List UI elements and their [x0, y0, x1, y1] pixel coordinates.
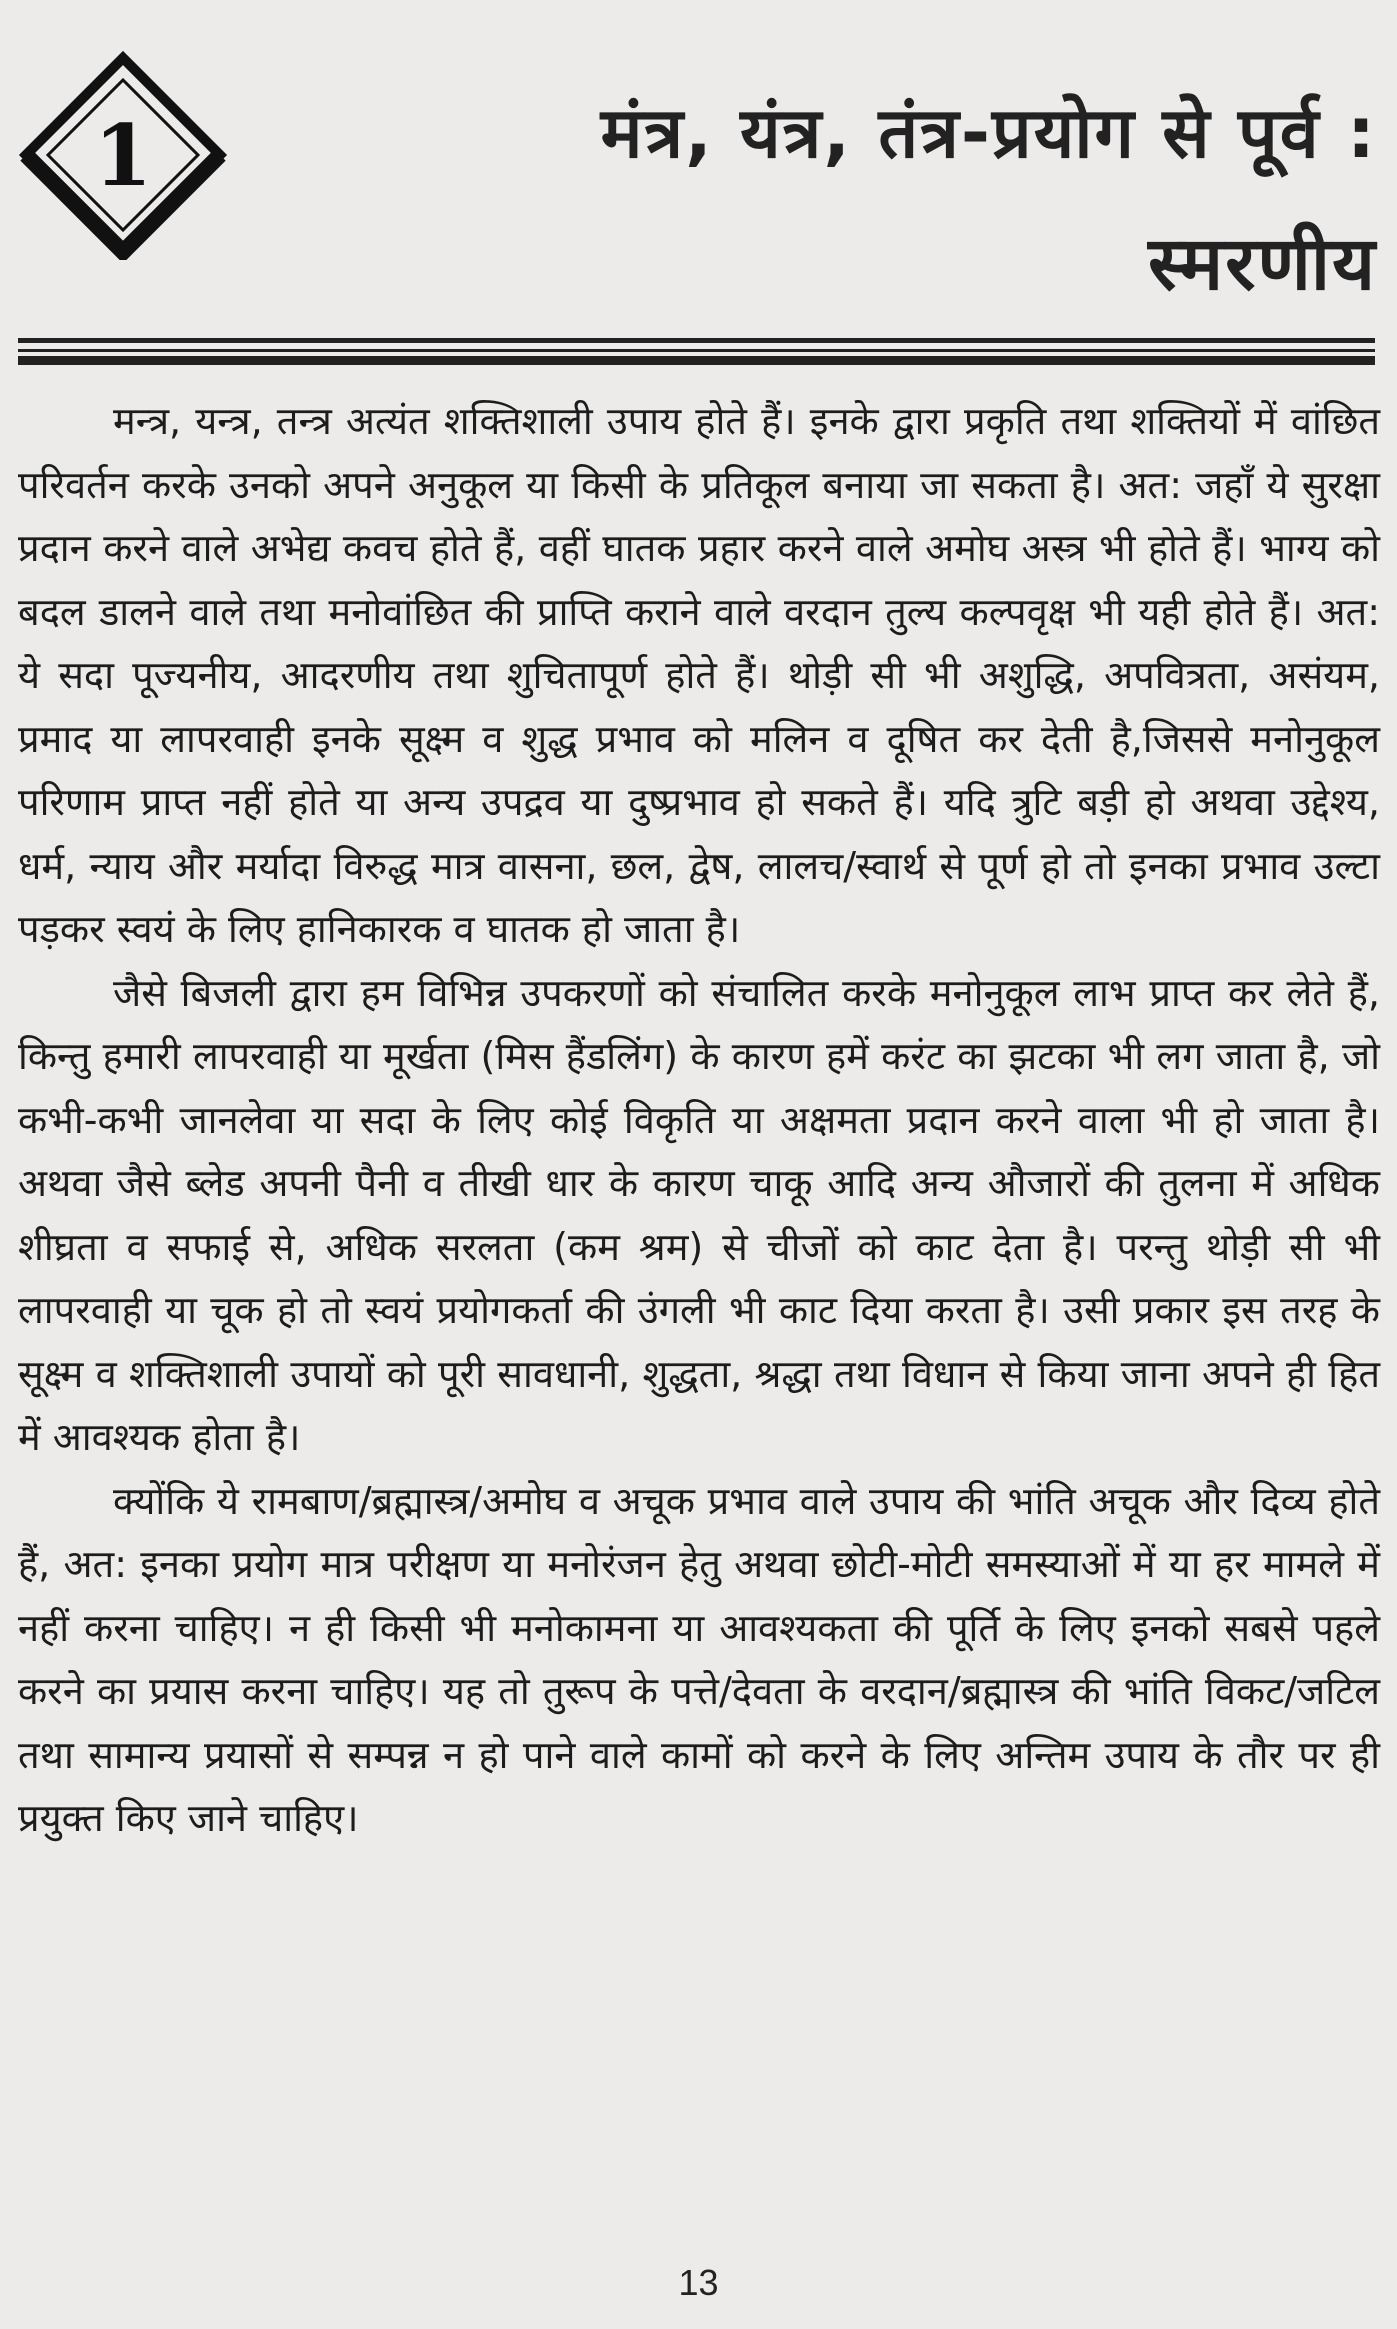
- chapter-body: [18, 390, 1380, 1851]
- paragraph-2: जैसे बिजली द्वारा हम विभिन्न उपकरणों को संचालित करके मनोनुकूल लाभ प्राप्त कर लेते हैं, किन्तु हमारी लापरवाही या मूर्खता (मिस हैंडलिंग) के कारण हमें करंट का झटका भी लग जाता है, जो कभी-कभी जानलेवा या सदा के लिए कोई विकृति या अक्षमता प्रदान करने वाला भी हो जाता है। अथवा जैसे ब्लेड अपनी पैनी व तीखी धार के कारण चाकू आदि अन्य औजारों की तुलना में अधिक शीघ्रता व सफाई से, अधिक सरलता (कम श्रम) से चीजों को काट देता है। परन्तु थोड़ी सी भी लापरवाही या चूक हो तो स्वयं प्रयोगकर्ता की उंगली भी काट दिया करता है। उसी प्रकार इस तरह के सूक्ष्म व शक्तिशाली उपायों को पूरी सावधानी, शुद्धता, श्रद्धा तथा विधान से किया जाना अपने ही हित में आवश्यक होता है।: [18, 970, 1380, 1459]
- chapter-title-line1: मंत्र, यंत्र, तंत्र-प्रयोग से पूर्व :: [600, 92, 1377, 174]
- chapter-number: 1: [93, 105, 153, 205]
- chapter-title-line2: स्मरणीय: [1148, 221, 1377, 307]
- chapter-badge: [18, 50, 228, 260]
- title-divider-top: [18, 338, 1375, 343]
- title-divider-middle: [18, 349, 1375, 352]
- paragraph-1: मन्त्र, यन्त्र, तन्त्र अत्यंत शक्तिशाली उपाय होते हैं। इनके द्वारा प्रकृति तथा शक्तियों में वांछित परिवर्तन करके उनको अपने अनुकूल या किसी के प्रतिकूल बनाया जा सकता है। अत: जहाँ ये सुरक्षा प्रदान करने वाले अभेद्य कवच होते हैं, वहीं घातक प्रहार करने वाले अमोघ अस्त्र भी होते हैं। भाग्य को बदल डालने वाले तथा मनोवांछित की प्राप्ति कराने वाले वरदान तुल्य कल्पवृक्ष भी यही होते हैं। अत: ये सदा पूज्यनीय, आदरणीय तथा शुचितापूर्ण होते हैं। थोड़ी सी भी अशुद्धि, अपवित्रता, असंयम, प्रमाद या लापरवाही इनके सूक्ष्म व शुद्ध प्रभाव को मलिन व दूषित कर देती है,जिससे मनोनुकूल परिणाम प्राप्त नहीं होते या अन्य उपद्रव या दुष्प्रभाव हो सकते हैं। यदि त्रुटि बड़ी हो अथवा उद्देश्य, धर्म, न्याय और मर्यादा विरुद्ध मात्र वासना, छल, द्वेष, लालच/स्वार्थ से पूर्ण हो तो इनका प्रभाव उल्टा पड़कर स्वयं के लिए हानिकारक व घातक हो जाता है।: [18, 399, 1380, 951]
- paragraph-3: क्योंकि ये रामबाण/ब्रह्मास्त्र/अमोघ व अचूक प्रभाव वाले उपाय की भांति अचूक और दिव्य होते हैं, अत: इनका प्रयोग मात्र परीक्षण या मनोरंजन हेतु अथवा छोटी-मोटी समस्याओं में या हर मामले में नहीं करना चाहिए। न ही किसी भी मनोकामना या आवश्यकता की पूर्ति के लिए इनको सबसे पहले करने का प्रयास करना चाहिए। यह तो तुरूप के पत्ते/देवता के वरदान/ब्रह्मास्त्र की भांति विकट/जटिल तथा सामान्य प्रयासों से सम्पन्न न हो पाने वाले कामों को करने के लिए अन्तिम उपाय के तौर पर ही प्रयुक्त किए जाने चाहिए।: [18, 1478, 1380, 1840]
- page-number: 13: [678, 2262, 719, 2303]
- title-divider-bottom: [18, 356, 1375, 365]
